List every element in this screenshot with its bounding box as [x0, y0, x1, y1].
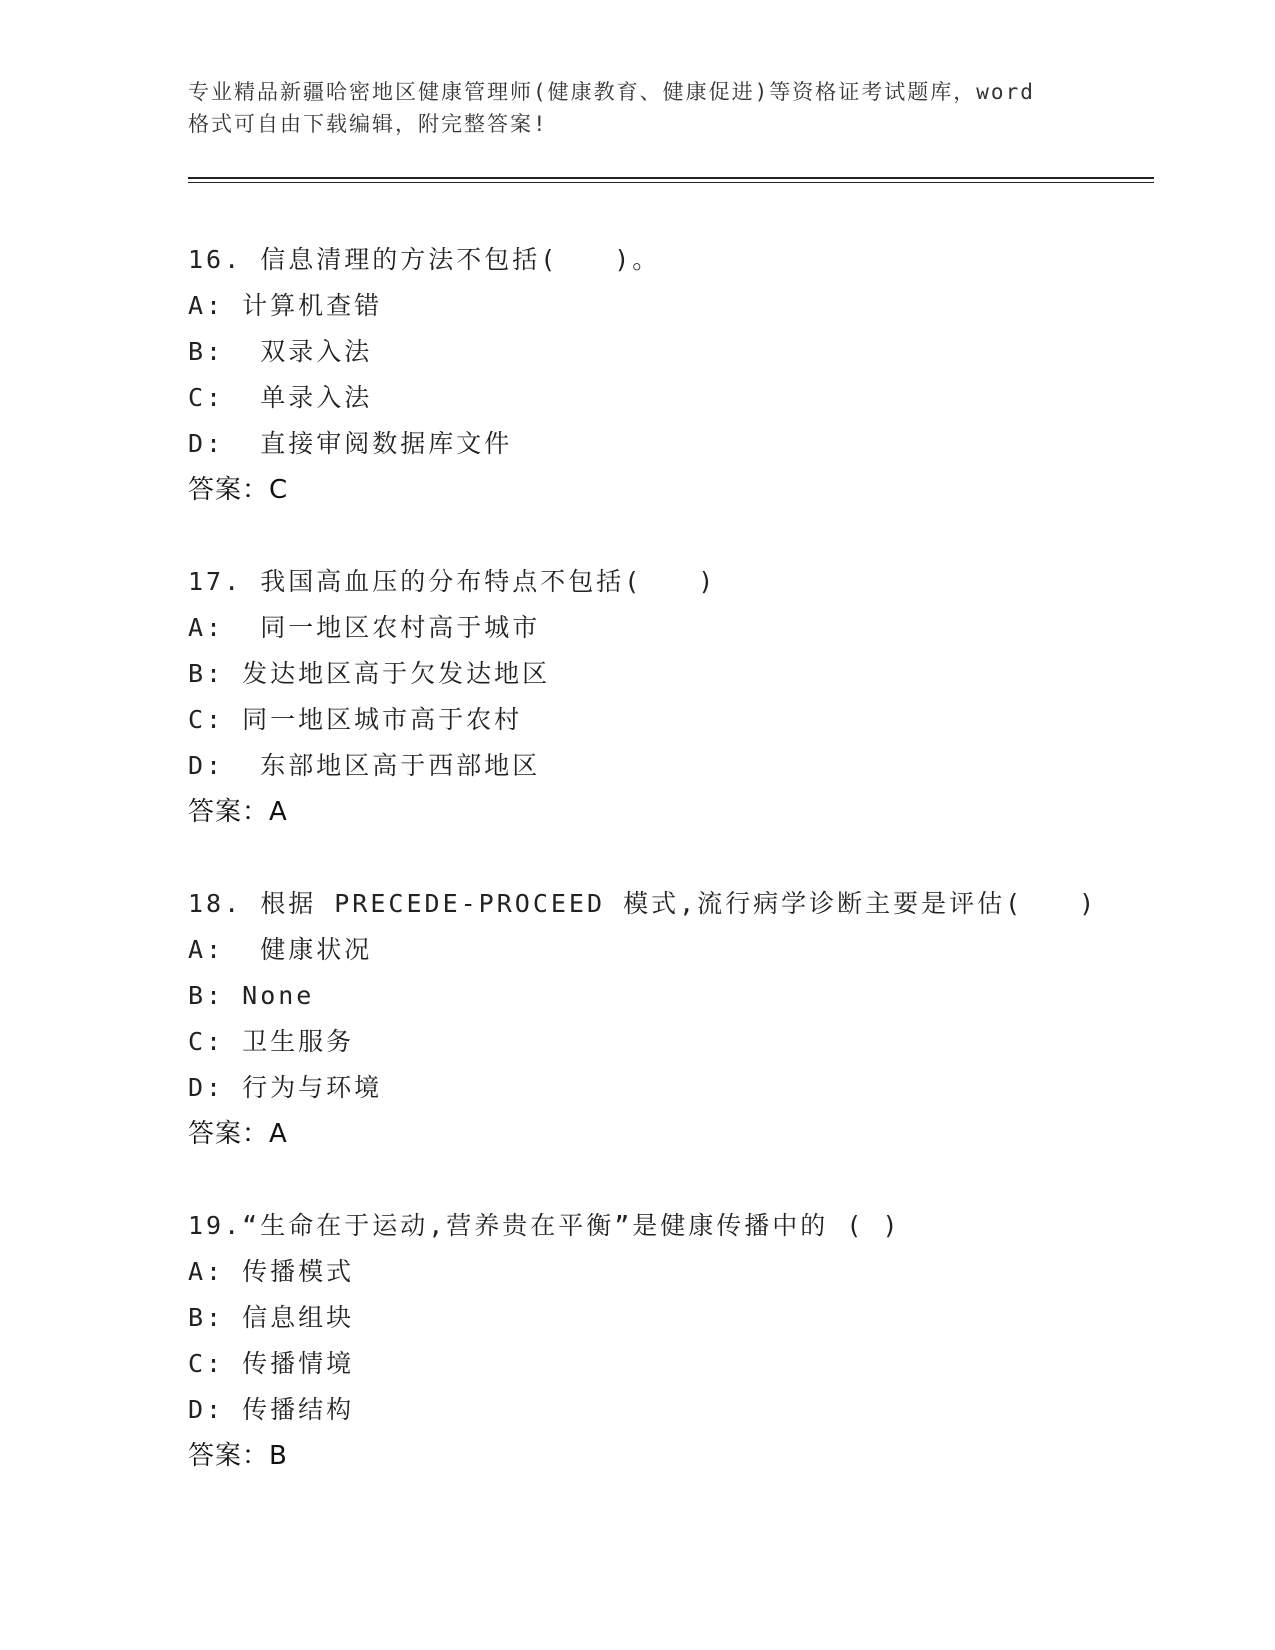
option-b: B: 双录入法 — [188, 337, 373, 366]
option-c: C: 卫生服务 — [188, 1027, 355, 1056]
option-a: A: 计算机查错 — [188, 291, 383, 320]
option-a: A: 健康状况 — [188, 935, 373, 964]
answer-line: 答案：A — [188, 797, 288, 827]
answer-line: 答案：B — [188, 1441, 288, 1471]
header-line-1: 专业精品新疆哈密地区健康管理师(健康教育、健康促进)等资格证考试题库，word — [188, 80, 1035, 104]
header-divider-thin — [188, 182, 1154, 183]
question-18 — [188, 881, 1154, 1157]
question-stem: 17. 我国高血压的分布特点不包括( ) — [188, 567, 717, 596]
question-stem: 16. 信息清理的方法不包括( )。 — [188, 245, 661, 274]
option-b: B: 信息组块 — [188, 1303, 355, 1332]
option-b: B: 发达地区高于欠发达地区 — [188, 659, 551, 688]
question-stem: 18. 根据 PRECEDE-PROCEED 模式,流行病学诊断主要是评估( ) — [188, 889, 1098, 918]
answer-line: 答案：C — [188, 475, 289, 505]
option-d: D: 传播结构 — [188, 1395, 355, 1424]
option-d: D: 行为与环境 — [188, 1073, 383, 1102]
question-19 — [188, 1203, 1154, 1479]
question-16 — [188, 237, 1154, 513]
option-c: C: 单录入法 — [188, 383, 373, 412]
option-a: A: 传播模式 — [188, 1257, 355, 1286]
question-list — [188, 237, 1154, 1525]
header-line-2: 格式可自由下载编辑，附完整答案! — [188, 112, 548, 136]
answer-line: 答案：A — [188, 1119, 288, 1149]
question-stem: 19.“生命在于运动,营养贵在平衡”是健康传播中的 ( ) — [188, 1211, 901, 1240]
header-divider-thick — [188, 177, 1154, 179]
option-d: D: 东部地区高于西部地区 — [188, 751, 541, 780]
option-c: C: 传播情境 — [188, 1349, 355, 1378]
option-c: C: 同一地区城市高于农村 — [188, 705, 523, 734]
question-17 — [188, 559, 1154, 835]
option-b: B: None — [188, 981, 315, 1010]
document-header — [188, 76, 1118, 140]
option-d: D: 直接审阅数据库文件 — [188, 429, 513, 458]
option-a: A: 同一地区农村高于城市 — [188, 613, 541, 642]
